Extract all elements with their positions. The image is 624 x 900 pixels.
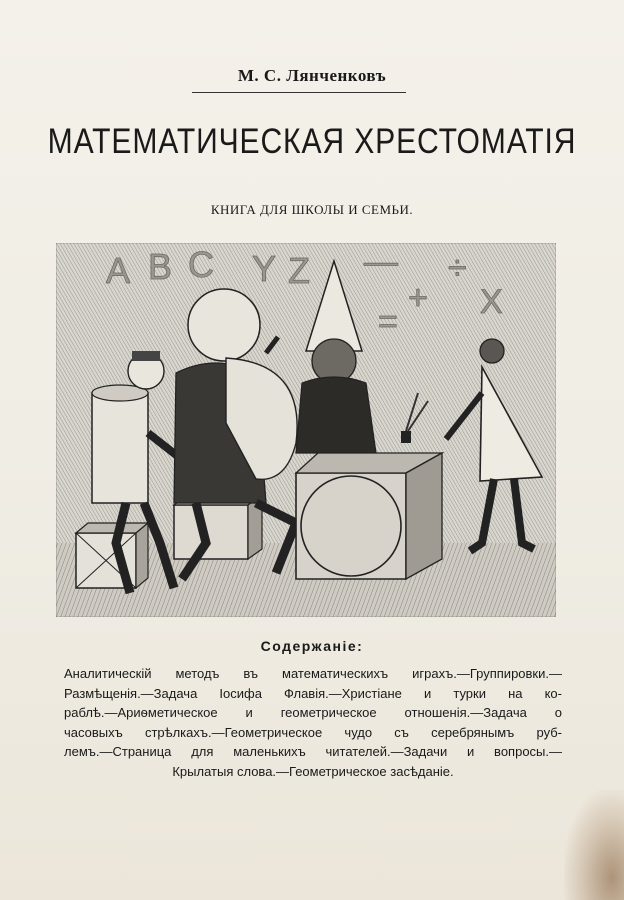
letter-c: C <box>188 244 214 285</box>
center-cube <box>174 495 262 559</box>
contents-line: Крылатыя слова.—Геометрическое засѣданіе. <box>172 763 454 779</box>
contents-line: часовыхъ стрѣлкахъ.—Геометрическое чудо съ серебрянымъ руб- <box>64 724 562 740</box>
symbol-minus: — <box>364 243 398 281</box>
letter-z: Z <box>288 250 310 291</box>
left-cube <box>76 523 148 588</box>
contents-line: лемъ.—Страница для маленькихъ читателей.—Задачи и вопросы.— <box>64 744 562 759</box>
contents-line: Размѣщенія.—Задача Іосифа Флавія.—Христіане и турки на ко- <box>64 685 562 701</box>
author-name: М. С. Лянченковъ <box>237 66 387 85</box>
contents-line: Аналитическій методъ въ математическихъ играхъ.—Группировки.— <box>64 666 562 681</box>
symbol-equals: = <box>378 303 398 341</box>
author-divider <box>192 92 406 93</box>
paper-stain <box>564 790 624 900</box>
book-title: МАТЕМАТИЧЕСКАЯ ХРЕСТОМАТІЯ <box>47 122 577 161</box>
letter-a: A <box>106 250 131 291</box>
contents-line: раблѣ.—Ариѳметическое и геометрическое отношенія.—Задача о <box>64 705 562 720</box>
contents-heading: Содержаніе: <box>260 638 364 654</box>
symbol-times: X <box>480 283 503 321</box>
book-subtitle: КНИГА ДЛЯ ШКОЛЫ И СЕМЬИ. <box>210 202 414 217</box>
title-illustration <box>56 243 556 617</box>
symbol-divide: ÷ <box>448 249 467 287</box>
symbol-plus: + <box>408 279 428 317</box>
letter-y: Y <box>252 248 277 289</box>
contents-list <box>64 664 562 781</box>
letter-b: B <box>148 246 173 287</box>
